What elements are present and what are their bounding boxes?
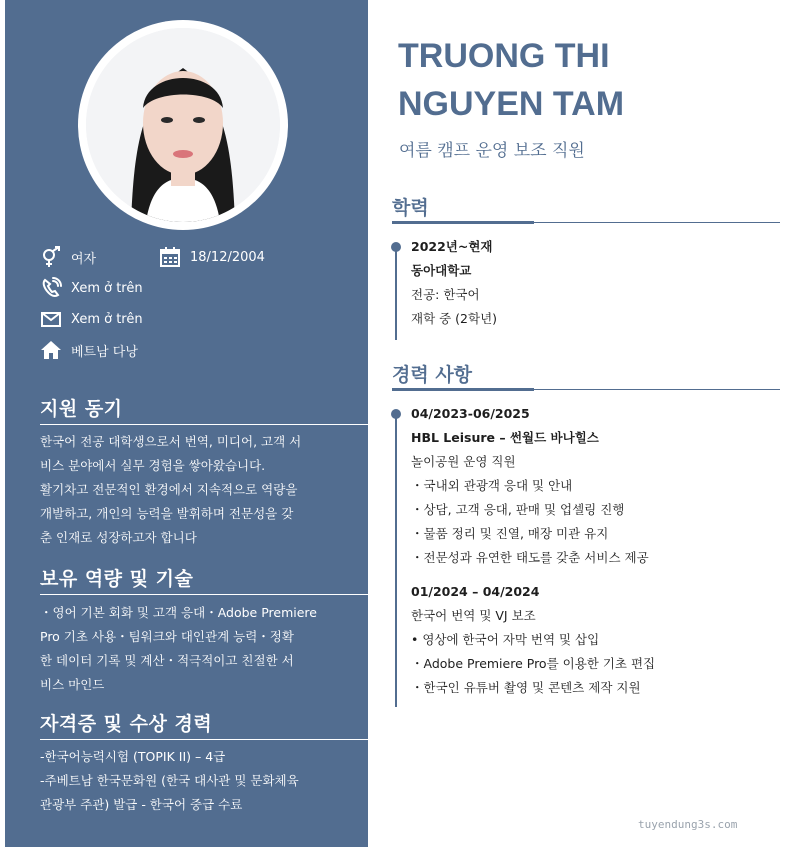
birthdate-text: 18/12/2004 xyxy=(190,249,265,265)
certificates-heading: 자격증 및 수상 경력 xyxy=(40,713,213,735)
gender-row xyxy=(40,246,96,268)
job-entry-1: 04/2023-06/2025 HBL Leisure – 썬월드 바나힐스 놀이공원 운영 직원 ・국내외 관광객 응대 및 안내 ・상담, 고객 응대, 판매 및 업셀링 진행 ・물품 정리 및 진열, 매장 미관 유지 ・전문성과 유연한 태도를 갖춘 서비스 제공 xyxy=(411,406,649,565)
address-row xyxy=(40,339,138,361)
phone-icon xyxy=(40,277,62,299)
divider xyxy=(40,594,368,595)
calendar-icon xyxy=(159,246,181,268)
education-timeline xyxy=(395,244,397,340)
watermark: tuyendung3s.com xyxy=(638,818,738,831)
motivation-heading: 지원 동기 xyxy=(40,398,123,420)
avatar xyxy=(86,28,280,222)
timeline-dot xyxy=(391,409,401,419)
envelope-icon xyxy=(40,308,62,330)
address-text: 베트남 다낭 xyxy=(71,344,138,360)
divider-accent xyxy=(392,221,534,224)
divider-accent xyxy=(392,388,534,391)
timeline-dot xyxy=(391,242,401,252)
skills-text: ・영어 기본 회화 및 고객 응대・Adobe Premiere Pro 기초 사용・팀워크와 대인관계 능력・정확 한 데이터 기록 및 계산・적극적이고 친절한 서 비스 마인드 xyxy=(40,605,317,692)
email-row xyxy=(40,308,143,330)
experience-heading: 경력 사항 xyxy=(392,364,473,386)
sidebar xyxy=(5,0,368,847)
applied-position: 여름 캠프 운영 보조 직원 xyxy=(399,141,585,161)
skills-heading: 보유 역량 및 기술 xyxy=(40,568,194,590)
certificates-text: -한국어능력시험 (TOPIK II) – 4급 -주베트남 한국문화원 (한국 대사관 및 문화체육 관광부 주관) 발급 - 한국어 중급 수료 xyxy=(40,749,299,812)
experience-timeline xyxy=(395,411,397,707)
avatar-frame xyxy=(78,20,288,230)
birthdate-row xyxy=(159,246,265,268)
divider xyxy=(40,424,368,425)
gender-icon xyxy=(40,246,62,268)
phone-text: Xem ở trên xyxy=(71,280,143,296)
education-entry: 2022년~현재 동아대학교 전공: 한국어 재학 중 (2학년) xyxy=(411,239,498,326)
divider xyxy=(40,739,368,740)
phone-row xyxy=(40,277,143,299)
candidate-name: TRUONG THI NGUYEN TAM xyxy=(398,37,625,123)
education-heading: 학력 xyxy=(392,197,429,219)
home-icon xyxy=(40,339,62,361)
motivation-text: 한국어 전공 대학생으로서 번역, 미디어, 고객 서 비스 분야에서 실무 경험을 쌓아왔습니다. 활기차고 전문적인 환경에서 지속적으로 역량을 개발하고, 개인의 능력을 발휘하며 전문성을 갖 춘 인재로 성장하고자 합니다 xyxy=(40,434,302,545)
gender-text: 여자 xyxy=(71,251,97,267)
email-text: Xem ở trên xyxy=(71,311,143,327)
job-entry-2: 01/2024 – 04/2024 한국어 번역 및 VJ 보조 • 영상에 한국어 자막 번역 및 삽입 ・Adobe Premiere Pro를 이용한 기초 편집 ・한국인 유튜버 촬영 및 콘텐츠 제작 지원 xyxy=(411,584,656,695)
